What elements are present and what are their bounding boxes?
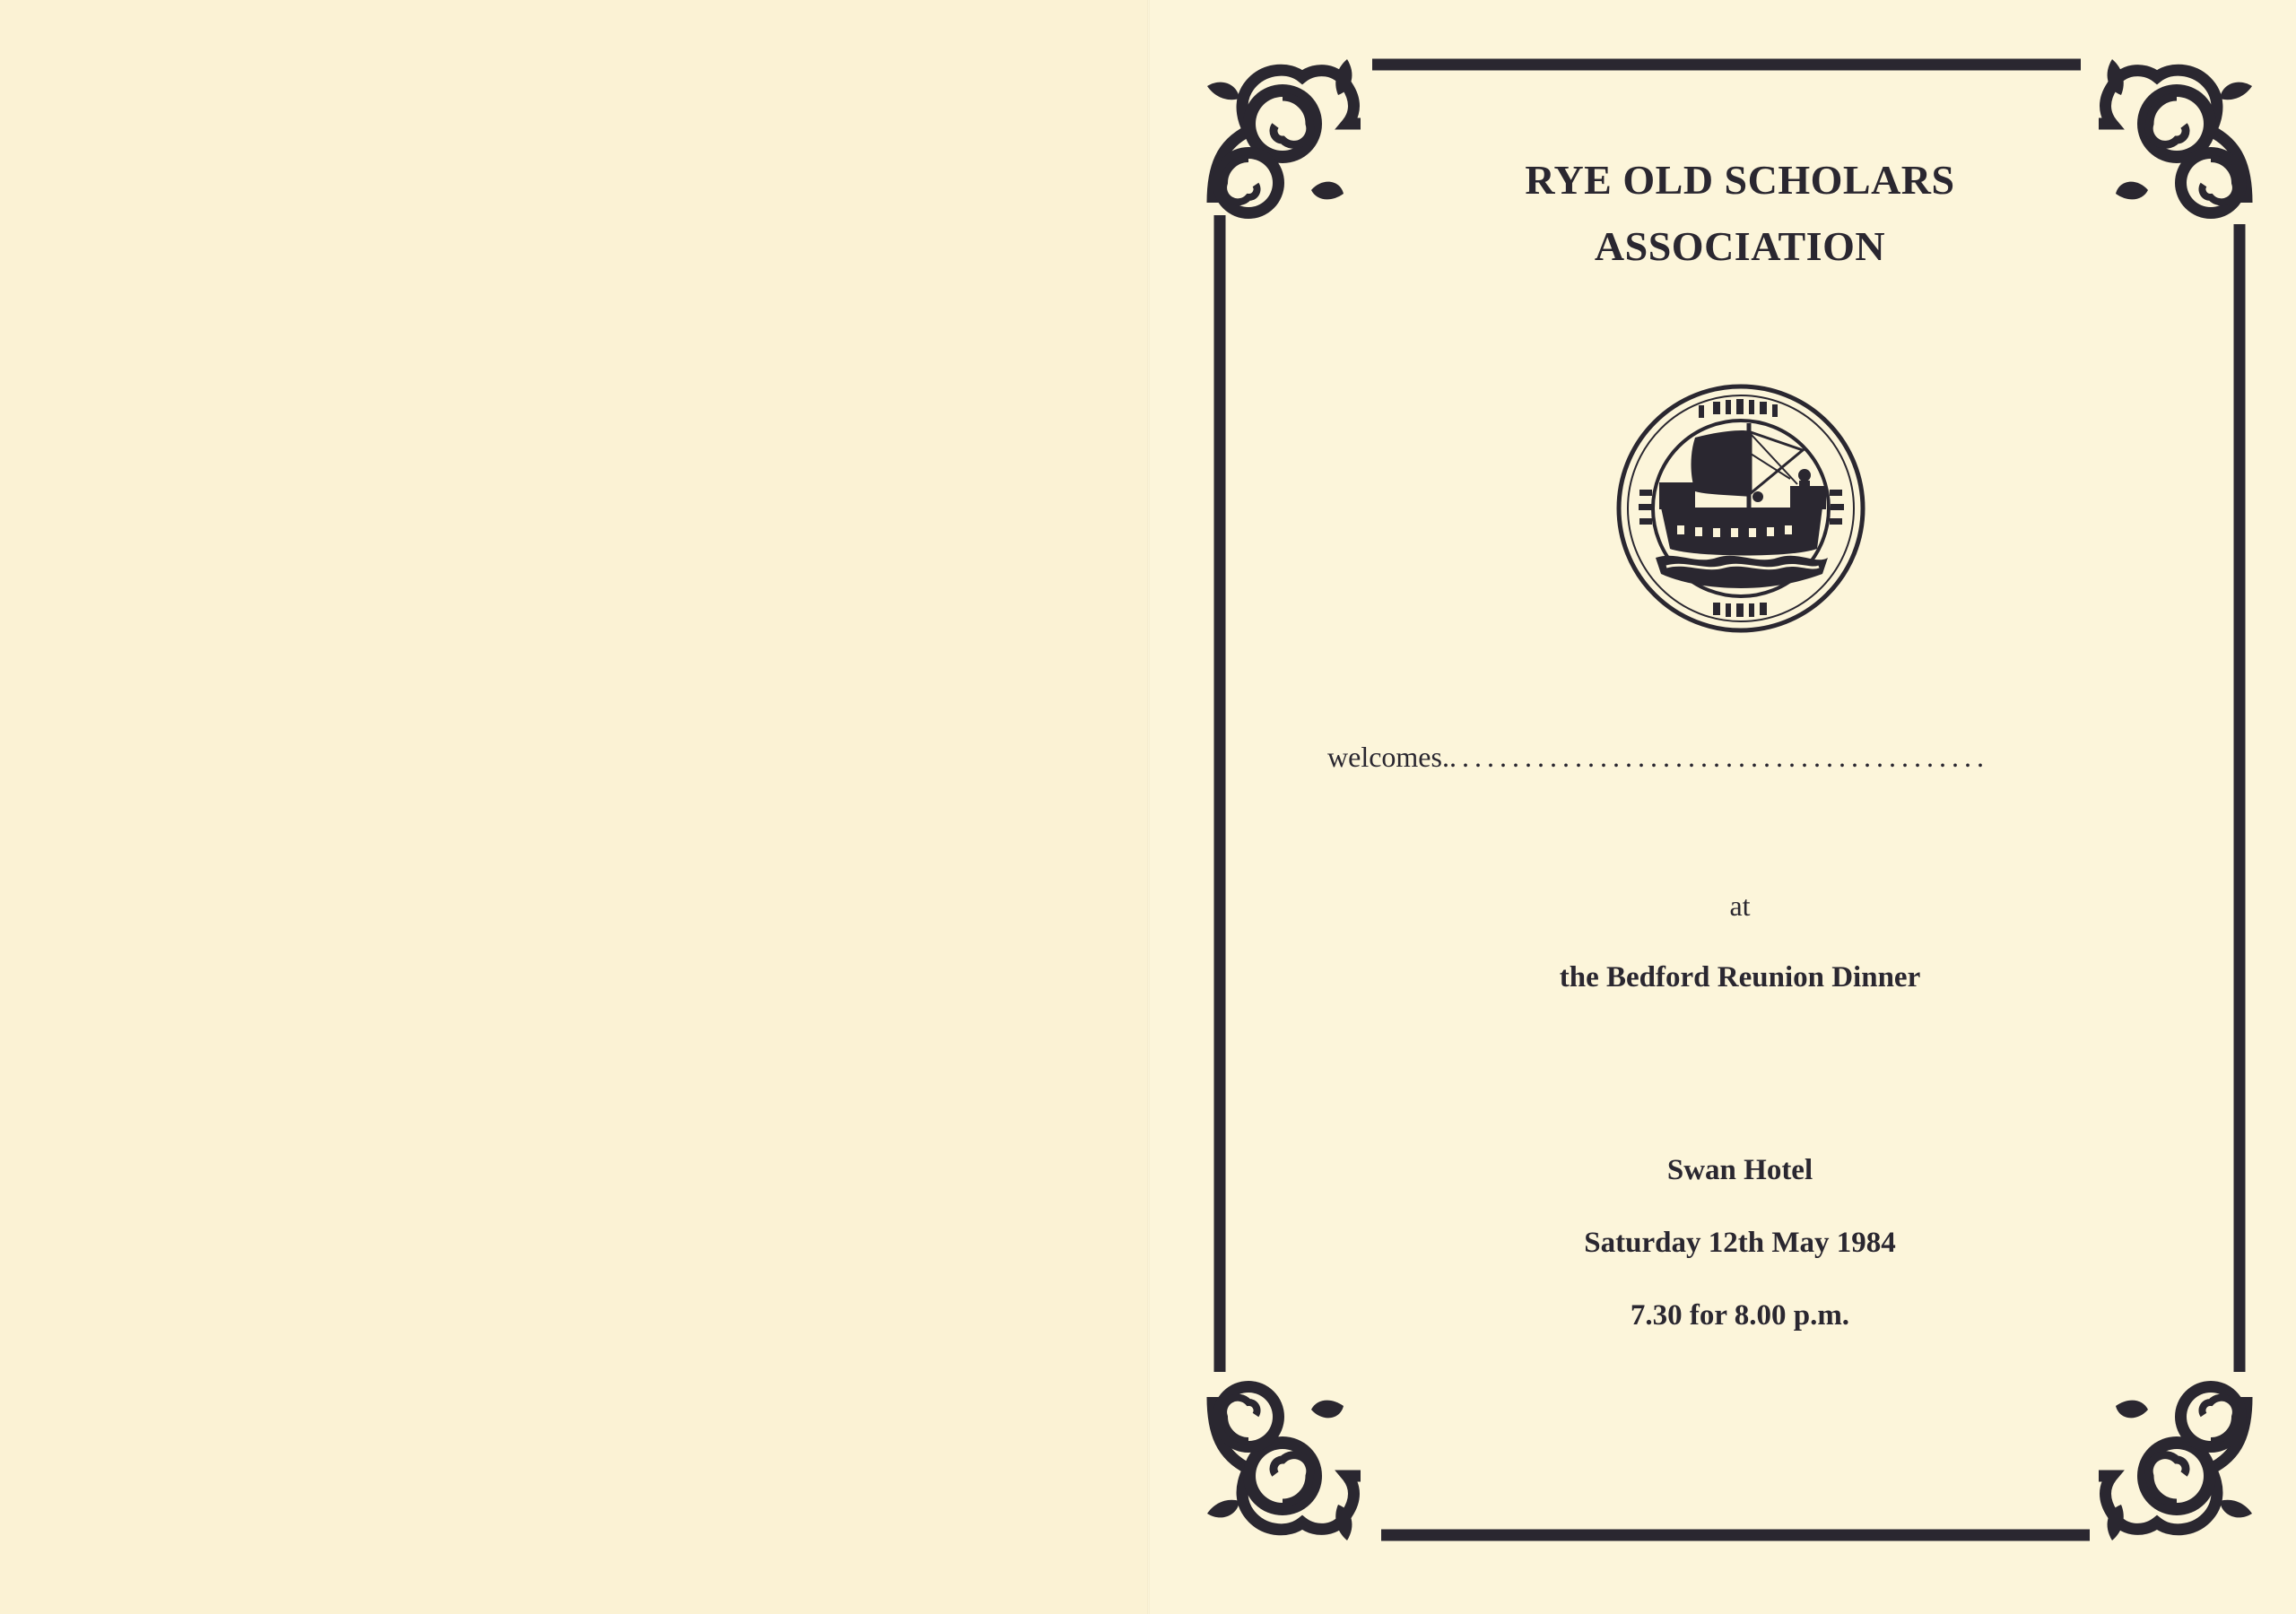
welcome-guest-line xyxy=(1327,741,2152,774)
association-title-line2: ASSOCIATION xyxy=(1594,223,1886,269)
corner-ornament-bottom-right xyxy=(2099,1381,2252,1540)
rye-town-seal-ship-icon xyxy=(1614,382,1867,635)
venue-name: Swan Hotel xyxy=(1666,1154,1813,1186)
welcome-label: welcomes. xyxy=(1327,741,1449,773)
guest-name-dotted-blank: ........................................... xyxy=(1448,741,1989,773)
event-name: the Bedford Reunion Dinner xyxy=(1559,961,1921,994)
at-text: at xyxy=(1729,889,1751,922)
event-date: Saturday 12th May 1984 xyxy=(1584,1227,1896,1259)
corner-ornament-bottom-left xyxy=(1207,1381,1361,1540)
event-time: 7.30 for 8.00 p.m. xyxy=(1630,1299,1850,1332)
association-title-line1: RYE OLD SCHOLARS xyxy=(1525,157,1955,203)
